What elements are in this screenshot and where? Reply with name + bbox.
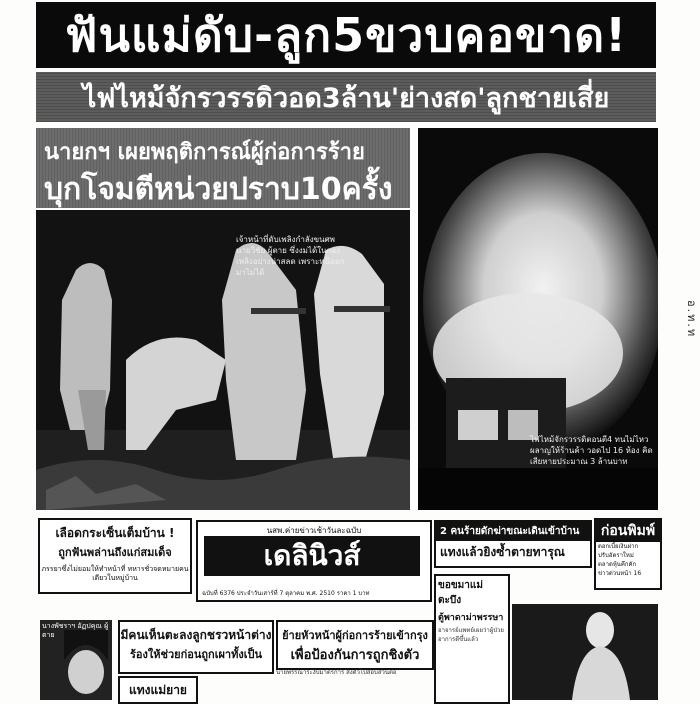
masthead-top: นสพ.ค่ายข่าวเช้าวันละฉบับ <box>266 526 362 535</box>
sub-headline: ไฟไหม้จักรวรรดิวอด3ล้าน'ย่างสด'ลูกชายเสี่ย <box>36 72 656 122</box>
ad-box <box>38 518 192 594</box>
ad-line-1: เลือดกระเซ็นเต็มบ้าน ! <box>55 526 175 540</box>
news2-line-1: ขอขมาแม่ตะบึง <box>438 580 483 606</box>
photo-firemen-caption: เจ้าหน้าที่ดับเพลิงกำลังขนศพนายวิชัย ผู้ตาย ซึ่งงมได้ในกองเพลิงอย่างน่าสลด เพราะหนีออกมาไม่ได้ <box>236 235 345 277</box>
news-item-stabbing <box>434 520 592 568</box>
masthead-logo: เดลินิวส์ <box>204 536 420 576</box>
news1-line-2: แทงแล้วยิงซ้ำตายทารุณ <box>440 545 565 559</box>
news2-line-2: ตู้พาดาม่าพรรษา <box>438 613 504 623</box>
news2-body: อาจารย์แพทย์เผยว่าผู้ป่วยอาการดีขึ้นแล้ว <box>438 627 504 643</box>
ad-line-3: ภรรยาซึ่งไม่ยอมให้ทำหน้าที่ ทหารชั่วจดหมายคนเดียวในหมู่บ้าน <box>41 565 189 582</box>
masthead <box>196 520 432 602</box>
news3-line-2: ร้องให้ช่วยก่อนถูกเผาทั้งเป็น <box>130 648 262 661</box>
news-item-insurgent <box>276 620 434 670</box>
kicker-line-1: นายกฯ เผยพฤติการณ์ผู้ก่อการร้าย <box>44 140 365 165</box>
late-news-line: ปรับอัตราใหม่ <box>598 552 634 559</box>
victim-caption: นางพัชราฯ อัฏปคุณ ผู้ตาย <box>42 622 109 639</box>
photo-fire-caption: ไฟไหม้จักรวรรดิตอนตี4 ทนไม่ไหวผลาญให้ร้านค้า วอดไป 16 ห้อง คิดเสียหายประมาณ 3 ล้านบาท <box>530 435 653 466</box>
photo-fire <box>418 128 658 510</box>
side-mark: อ.ท.ท <box>685 300 698 339</box>
kicker-line-2: บุกโจมตีหน่วยปราบ10ครั้ง <box>44 172 393 207</box>
photo-firemen <box>36 210 410 510</box>
news4-line-2: เพื่อป้องกันการถูกชิงตัว <box>290 648 420 663</box>
main-headline: ฟันแม่ดับ-ลูก5ขวบคอขาด! <box>36 2 656 68</box>
news-item-fire-victim <box>118 620 274 674</box>
photo-victim <box>40 620 112 700</box>
late-news-box <box>594 518 662 590</box>
news3-line-1: มีคนเห็นตะลงลูกชรวหน้าต่าง <box>120 628 272 642</box>
late-news-line: ข่าวด่วนหน้า 16 <box>598 570 642 577</box>
late-news-title: ก่อนพิมพ์ <box>596 520 660 542</box>
photo-firemen-image <box>36 210 410 510</box>
news4-line-1: ย้ายหัวหน้าผู้ก่อการร้ายเข้ากรุง <box>282 629 428 642</box>
masthead-dateline: ฉบับที่ 6376 ประจำวันเสาร์ที่ 7 ตุลาคม พ.ศ. 2510 ราคา 1 บาท <box>202 590 370 597</box>
buddha-statue-image <box>512 604 658 700</box>
ad-line-2: ถูกฟันพล่านถึงแก่สมเด็จ <box>58 546 172 559</box>
photo-buddha-statue <box>512 604 658 700</box>
late-news-line: ตลาดหุ้นคึกคัก <box>598 561 637 568</box>
news4-body: นายพรรณาระงับมาตรการ ส่งตัวไปสอบสวนต่อ <box>276 669 397 676</box>
news-item-monk <box>434 574 510 704</box>
news-item-mother-in-law: แทงแม่ยาย <box>118 676 198 704</box>
kicker-headline <box>36 128 410 208</box>
late-news-line: ดอกเบี้ยเงินฝาก <box>598 543 639 550</box>
news1-line-1: 2 คนร้ายดักฆ่าขณะเดินเข้าบ้าน <box>436 522 590 541</box>
